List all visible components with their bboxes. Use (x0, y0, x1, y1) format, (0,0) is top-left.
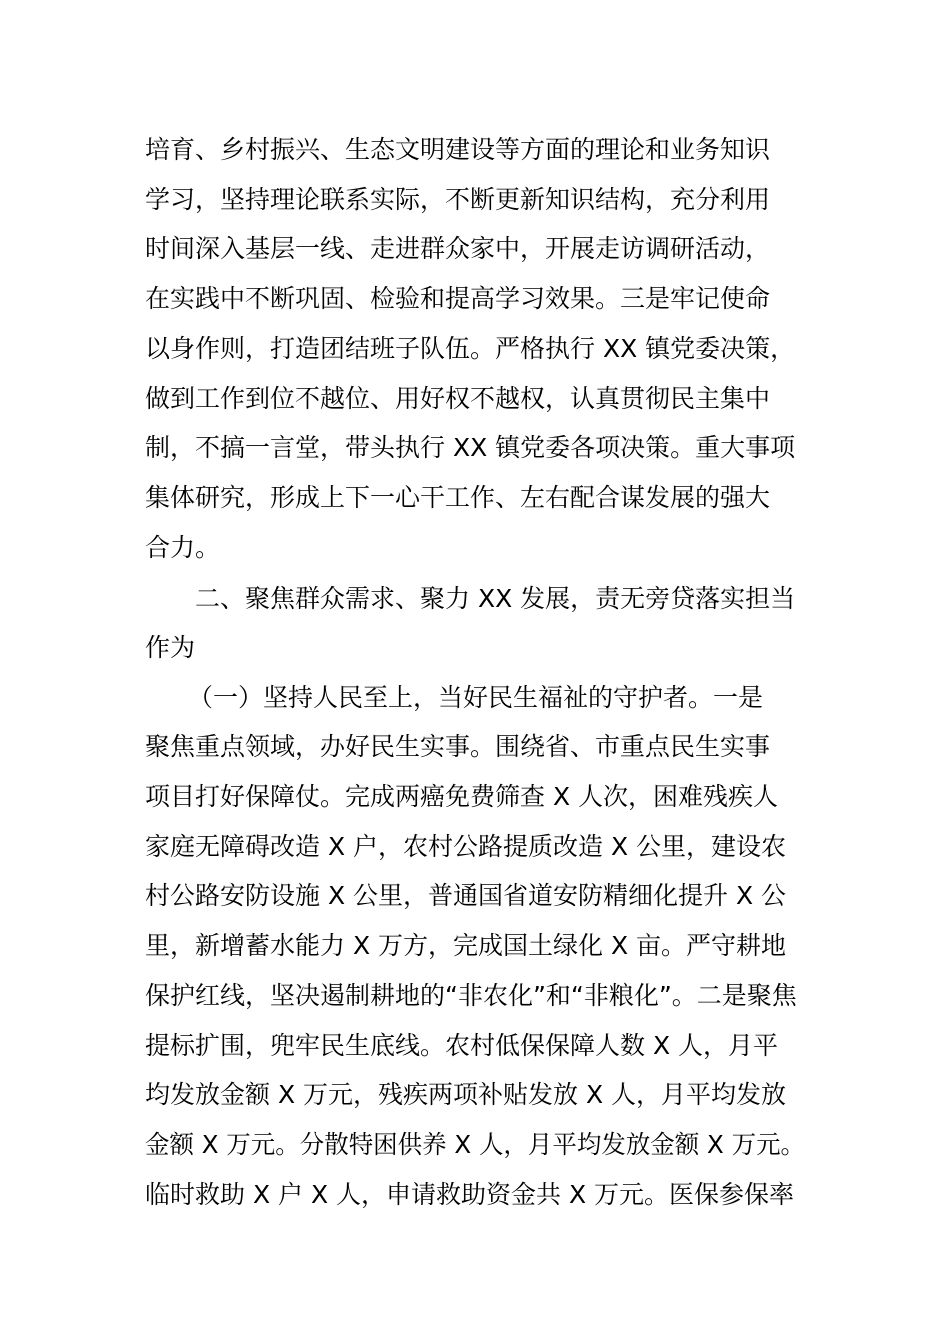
text-line: 在实践中不断巩固、检验和提高学习效果。三是牢记使命 (145, 284, 771, 313)
text-line: 聚焦重点领域，办好民生实事。围绕省、市重点民生实事 (145, 732, 771, 761)
text-line: 保护红线，坚决遏制耕地的“非农化”和“非粮化”。二是聚焦 (145, 981, 797, 1010)
text-line: 提标扩围，兜牢民生底线。农村低保保障人数 X 人，月平 (145, 1031, 779, 1060)
text-line: 集体研究，形成上下一心干工作、左右配合谋发展的强大 (145, 483, 771, 512)
text-line: 学习，坚持理论联系实际，不断更新知识结构，充分利用 (145, 185, 771, 214)
text-line: 家庭无障碍改造 X 户，农村公路提质改造 X 公里，建设农 (145, 832, 787, 861)
text-line: 均发放金额 X 万元，残疾两项补贴发放 X 人，月平均发放 (145, 1080, 787, 1109)
text-line: 里，新增蓄水能力 X 万方，完成国土绿化 X 亩。严守耕地 (145, 931, 787, 960)
subsection-heading: （一）坚持人民至上，当好民生福祉的守护者。一是 (188, 683, 764, 712)
text-line: 时间深入基层一线、走进群众家中，开展走访调研活动， (145, 234, 771, 263)
text-line: 金额 X 万元。分散特困供养 X 人，月平均发放金额 X 万元。 (145, 1130, 806, 1159)
text-line: 培育、乡村振兴、生态文明建设等方面的理论和业务知识 (145, 135, 771, 164)
text-line: 项目打好保障仗。完成两癌免费筛查 X 人次，困难残疾人 (145, 782, 779, 811)
text-line: 以身作则，打造团结班子队伍。严格执行 XX 镇党委决策， (145, 334, 796, 363)
text-line: 合力。 (145, 533, 221, 562)
text-line: 做到工作到位不越位、用好权不越权，认真贯彻民主集中 (145, 384, 771, 413)
text-line: 村公路安防设施 X 公里，普通国省道安防精细化提升 X 公 (145, 881, 787, 910)
text-line: 制，不搞一言堂，带头执行 XX 镇党委各项决策。重大事项 (145, 433, 796, 462)
section-heading-continued: 作为 (145, 633, 196, 662)
text-line: 临时救助 X 户 X 人，申请救助资金共 X 万元。医保参保率 (145, 1180, 795, 1209)
section-heading: 二、聚焦群众需求、聚力 XX 发展，责无旁贷落实担当 (195, 584, 796, 613)
